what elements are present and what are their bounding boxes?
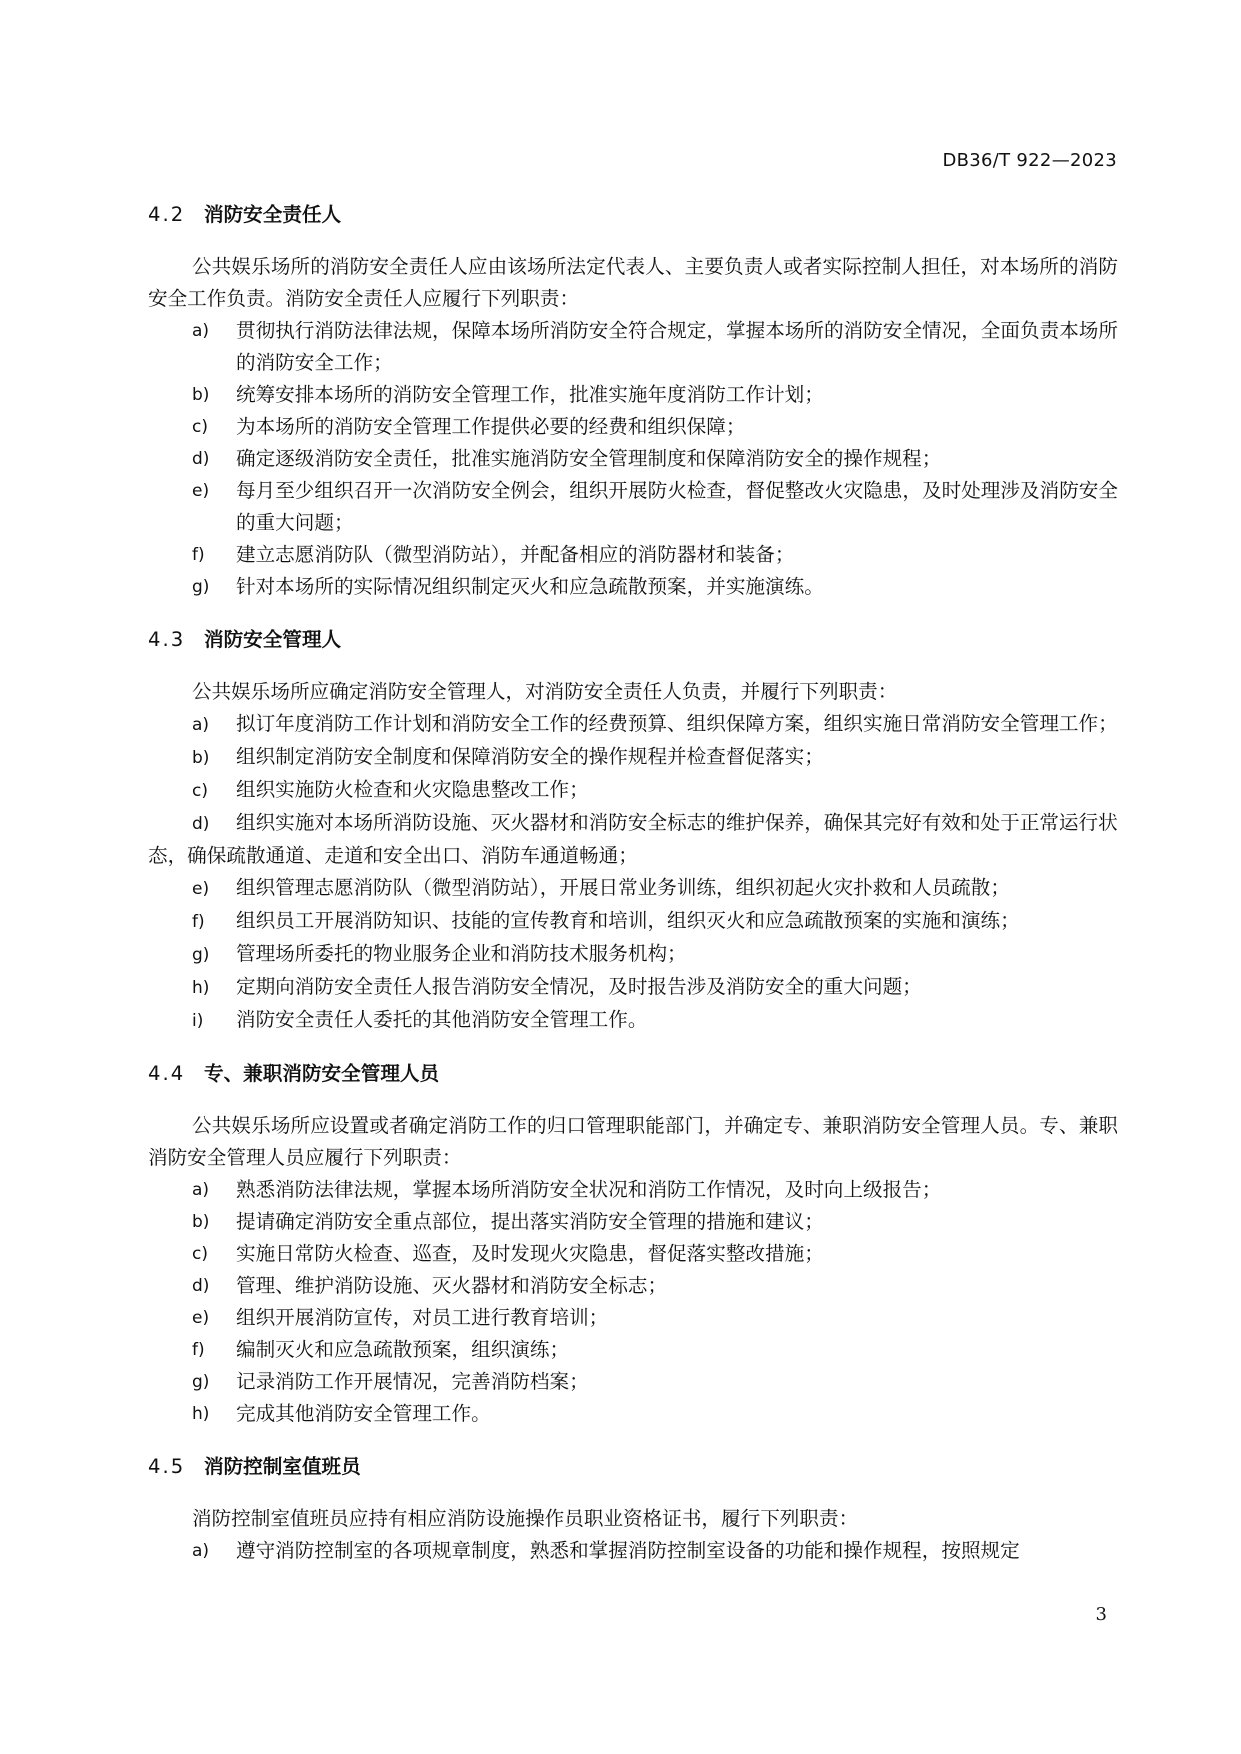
section-4-3	[148, 623, 1118, 1037]
list-marker: a)	[192, 1180, 210, 1200]
section-intro: 公共娱乐场所应设置或者确定消防工作的归口管理职能部门，并确定专、兼职消防安全管理人员。专、兼职消防安全管理人员应履行下列职责：	[148, 1114, 1118, 1169]
list-item	[148, 1535, 1118, 1567]
list-marker: d)	[192, 1276, 210, 1296]
list-text: 建立志愿消防队（微型消防站），并配备相应的消防器材和装备；	[236, 543, 795, 566]
list-text: 记录消防工作开展情况，完善消防档案；	[236, 1370, 589, 1393]
list-text: 管理、维护消防设施、灭火器材和消防安全标志；	[236, 1274, 668, 1297]
list-marker: d)	[192, 814, 210, 834]
document-body	[148, 198, 1118, 1567]
list-item	[148, 1004, 1118, 1037]
list-item	[148, 539, 1118, 571]
section-number: 4.2	[148, 203, 186, 226]
section-title: 消防安全管理人	[204, 628, 342, 651]
list-item	[148, 1206, 1118, 1238]
list-marker: b)	[192, 748, 210, 768]
list-marker: d)	[192, 449, 210, 469]
list-item	[148, 1366, 1118, 1398]
list-text: 组织制定消防安全制度和保障消防安全的操作规程并检查督促落实；	[236, 745, 824, 768]
section-number: 4.5	[148, 1455, 186, 1478]
list-text: 确定逐级消防安全责任，批准实施消防安全管理制度和保障消防安全的操作规程；	[236, 447, 942, 470]
list-marker: f)	[192, 1340, 205, 1360]
section-heading	[148, 623, 1118, 657]
page-number: 3	[1095, 1604, 1107, 1625]
section-4-2	[148, 198, 1118, 603]
list-marker: i)	[192, 1011, 204, 1031]
list-text: 为本场所的消防安全管理工作提供必要的经费和组织保障；	[236, 415, 746, 438]
list-text: 组织管理志愿消防队（微型消防站），开展日常业务训练，组织初起火灾扑救和人员疏散；	[236, 876, 1010, 899]
list-marker: g)	[192, 1372, 210, 1392]
list-item	[148, 774, 1118, 807]
list-item	[148, 938, 1118, 971]
list-text: 针对本场所的实际情况组织制定灭火和应急疏散预案，并实施演练。	[236, 575, 824, 598]
list-marker: c)	[192, 1244, 208, 1264]
list-text: 遵守消防控制室的各项规章制度，熟悉和掌握消防控制室设备的功能和操作规程，按照规定	[236, 1539, 1020, 1562]
list-item	[148, 1270, 1118, 1302]
list-text: 组织实施防火检查和火灾隐患整改工作；	[236, 778, 589, 801]
list-item	[148, 1398, 1118, 1430]
list-item	[148, 905, 1118, 938]
list-item	[148, 1174, 1118, 1206]
section-number: 4.4	[148, 1062, 186, 1085]
list-marker: c)	[192, 781, 208, 801]
list-marker: a)	[192, 715, 210, 735]
section-title: 专、兼职消防安全管理人员	[204, 1062, 440, 1085]
list-marker: a)	[192, 1541, 210, 1561]
section-number: 4.3	[148, 628, 186, 651]
list-item	[148, 443, 1118, 475]
list-item	[148, 708, 1118, 741]
list-item	[148, 571, 1118, 603]
list-text: 熟悉消防法律法规，掌握本场所消防安全状况和消防工作情况，及时向上级报告；	[236, 1178, 942, 1201]
list-marker: b)	[192, 385, 210, 405]
list-text: 完成其他消防安全管理工作。	[236, 1402, 491, 1425]
list-text: 每月至少组织召开一次消防安全例会，组织开展防火检查，督促整改火灾隐患，及时处理涉及消防安全的重大问题；	[236, 479, 1118, 534]
list-text: 定期向消防安全责任人报告消防安全情况，及时报告涉及消防安全的重大问题；	[236, 975, 922, 998]
section-intro: 公共娱乐场所应确定消防安全管理人，对消防安全责任人负责，并履行下列职责：	[192, 680, 898, 703]
section-heading	[148, 1450, 1118, 1484]
list-marker: g)	[192, 945, 210, 965]
list-item	[148, 807, 1118, 872]
list-item	[148, 971, 1118, 1004]
list-marker: b)	[192, 1212, 210, 1232]
list-text: 提请确定消防安全重点部位，提出落实消防安全管理的措施和建议；	[236, 1210, 824, 1233]
list-marker: e)	[192, 481, 210, 501]
list-item	[148, 872, 1118, 905]
list-item	[148, 315, 1118, 379]
section-heading	[148, 1057, 1118, 1091]
list-text: 组织员工开展消防知识、技能的宣传教育和培训，组织灭火和应急疏散预案的实施和演练；	[236, 909, 1020, 932]
list-text: 管理场所委托的物业服务企业和消防技术服务机构；	[236, 942, 687, 965]
list-marker: c)	[192, 417, 208, 437]
list-text: 组织实施对本场所消防设施、灭火器材和消防安全标志的维护保养，确保其完好有效和处于正常运行状态，确保疏散通道、走道和安全出口、消防车通道畅通；	[148, 811, 1118, 867]
section-4-5	[148, 1450, 1118, 1567]
document-code: DB36/T 922—2023	[942, 150, 1117, 171]
section-4-4	[148, 1057, 1118, 1430]
list-text: 实施日常防火检查、巡查，及时发现火灾隐患，督促落实整改措施；	[236, 1242, 824, 1265]
list-item	[148, 1334, 1118, 1366]
list-text: 消防安全责任人委托的其他消防安全管理工作。	[236, 1008, 648, 1031]
list-item	[148, 475, 1118, 539]
list-text: 贯彻执行消防法律法规，保障本场所消防安全符合规定，掌握本场所的消防安全情况，全面负责本场所的消防安全工作；	[236, 319, 1118, 374]
section-title: 消防控制室值班员	[204, 1455, 361, 1478]
list-marker: h)	[192, 978, 210, 998]
list-text: 统筹安排本场所的消防安全管理工作，批准实施年度消防工作计划；	[236, 383, 824, 406]
list-marker: f)	[192, 912, 205, 932]
list-marker: e)	[192, 1308, 210, 1328]
list-marker: h)	[192, 1404, 210, 1424]
list-marker: g)	[192, 577, 210, 597]
list-text: 编制灭火和应急疏散预案，组织演练；	[236, 1338, 570, 1361]
list-item	[148, 379, 1118, 411]
list-item	[148, 1302, 1118, 1334]
list-item	[148, 411, 1118, 443]
list-marker: f)	[192, 545, 205, 565]
section-intro: 消防控制室值班员应持有相应消防设施操作员职业资格证书，履行下列职责：	[192, 1507, 859, 1530]
section-title: 消防安全责任人	[204, 203, 342, 226]
section-heading	[148, 198, 1118, 232]
list-item	[148, 741, 1118, 774]
list-text: 拟订年度消防工作计划和消防安全工作的经费预算、组织保障方案，组织实施日常消防安全管理工作；	[236, 712, 1118, 735]
list-text: 组织开展消防宣传，对员工进行教育培训；	[236, 1306, 609, 1329]
list-marker: e)	[192, 879, 210, 899]
list-marker: a)	[192, 321, 210, 341]
list-item	[148, 1238, 1118, 1270]
section-intro: 公共娱乐场所的消防安全责任人应由该场所法定代表人、主要负责人或者实际控制人担任，对本场所的消防安全工作负责。消防安全责任人应履行下列职责：	[148, 255, 1118, 310]
